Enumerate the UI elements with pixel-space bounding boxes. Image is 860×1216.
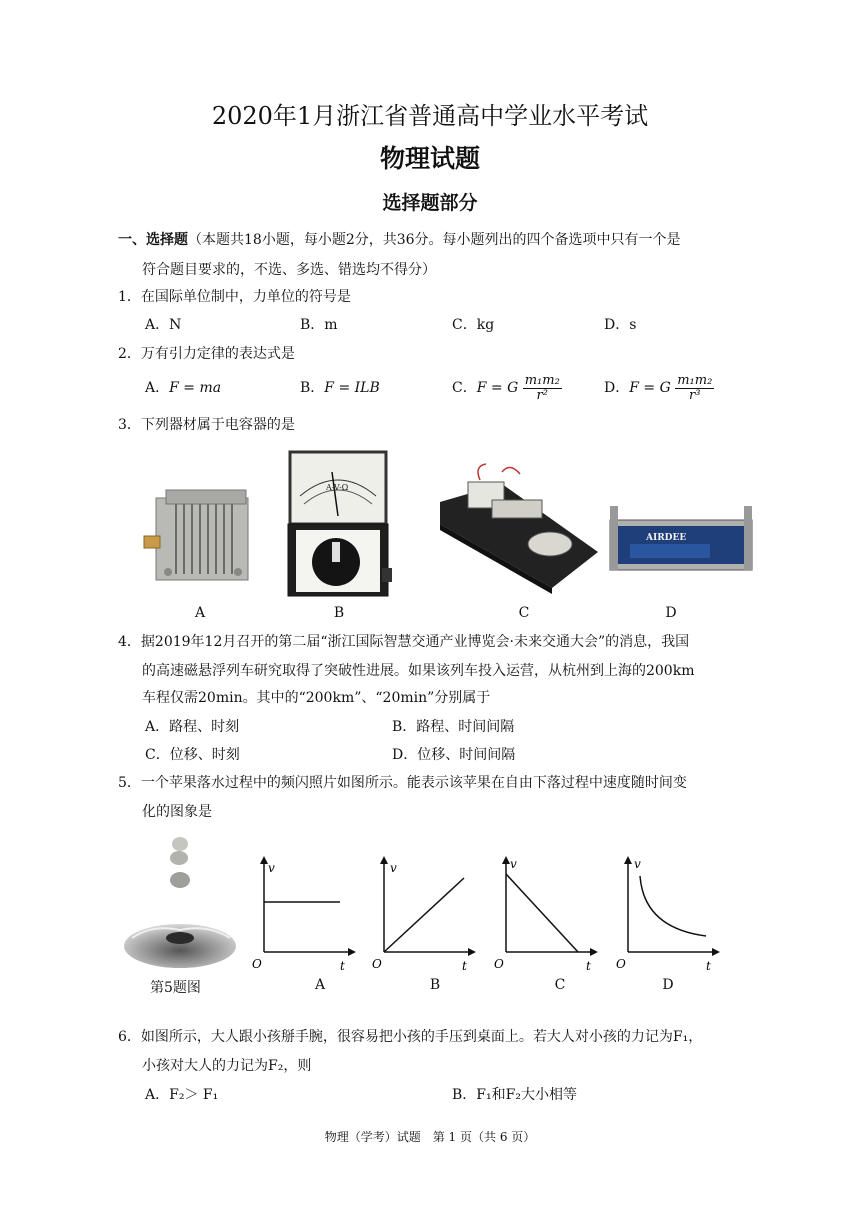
q6-line-2: 小孩对大人的力记为F₂，则: [142, 1058, 312, 1074]
q2-d-denominator: r³: [689, 387, 701, 403]
q5-label-d: D: [662, 977, 674, 993]
q3-label-b: B: [333, 605, 345, 621]
meter-label: A-V-Ω: [326, 483, 349, 492]
q4-option-d: D．位移、时间间隔: [392, 747, 516, 763]
q5-graph-a: [252, 852, 362, 976]
q3-label-a: A: [194, 605, 206, 621]
q5-c-curve: [506, 874, 578, 952]
q2-c-denominator: r²: [536, 387, 548, 403]
q2-option-a: [145, 378, 221, 398]
q3-label-c: C: [518, 605, 530, 621]
q5-line-2: 化的图象是: [142, 804, 212, 820]
q4-option-b: B．路程、时间间隔: [392, 719, 515, 735]
q4-option-a: A．路程、时刻: [145, 719, 240, 735]
q2-d-fraction: [675, 374, 714, 403]
q2-stem: 2．万有引力定律的表达式是: [118, 346, 295, 362]
q2-c-label: C．: [452, 380, 477, 396]
q2-a-expr: F = ma: [169, 380, 222, 396]
q5-d-axis-v: v: [634, 857, 641, 871]
battery-brand: AIRDEE: [646, 533, 687, 543]
q5-a-origin: O: [252, 957, 262, 971]
q2-b-expr: F = ILB: [324, 380, 380, 396]
q2-d-label: D．: [604, 380, 630, 396]
q1-option-a: A．N: [145, 317, 182, 333]
q4-line-2: 的高速磁悬浮列车研究取得了突破性进展。如果该列车投入运营，从杭州到上海的200km: [142, 663, 695, 679]
q2-c-numerator: m₁m₂: [524, 372, 560, 388]
q5-b-curve: [384, 878, 464, 952]
battery-holder-image: [606, 448, 756, 598]
q5-d-curve: [640, 876, 706, 936]
apple-flash-photo: [122, 834, 240, 974]
q4-line-1: 4．据2019年12月召开的第二届“浙江国际智慧交通产业博览会·未来交通大会”的消息，我国: [118, 634, 690, 650]
q5-label-a: A: [314, 977, 326, 993]
q5-line-1: 5．一个苹果落水过程中的频闪照片如图所示。能表示该苹果在自由下落过程中速度随时间变: [118, 775, 687, 791]
q2-a-label: A．: [145, 380, 170, 396]
q5-a-axis-t: t: [340, 959, 345, 973]
q5-b-origin: O: [372, 957, 382, 971]
q3-stem: 3．下列器材属于电容器的是: [118, 417, 295, 433]
q2-option-c: [452, 370, 562, 406]
q2-b-label: B．: [300, 380, 325, 396]
q1-stem: 1．在国际单位制中，力单位的符号是: [118, 289, 351, 305]
q2-c-lhs: F = G: [476, 380, 519, 396]
q6-line-1: 6．如图所示，大人跟小孩掰手腕，很容易把小孩的手压到桌面上。若大人对小孩的力记为F₁，: [118, 1029, 703, 1045]
q5-c-axis-v: v: [510, 857, 517, 871]
multimeter-image: [286, 450, 392, 600]
q2-c-fraction: [523, 374, 562, 403]
q1-option-d: D．s: [604, 317, 637, 333]
exam-title: 2020年1月浙江省普通高中学业水平考试: [211, 102, 649, 130]
section-desc-1: （本题共18小题，每小题2分，共36分。每小题列出的四个备选项中只有一个是: [188, 232, 681, 248]
q5-label-b: B: [429, 977, 441, 993]
q6-option-a: A．F₂＞ F₁: [145, 1087, 219, 1103]
q4-option-c: C．位移、时刻: [145, 747, 240, 763]
q6-option-b: B．F₁和F₂大小相等: [452, 1087, 577, 1103]
variable-capacitor-image: [138, 478, 258, 590]
section-intro: [118, 230, 681, 250]
subject-title: 物理试题: [379, 144, 480, 173]
section-label: 一、选择题: [118, 232, 188, 248]
q5-graph-b: [372, 852, 482, 976]
q5-label-c: C: [554, 977, 566, 993]
q5-d-origin: O: [616, 957, 626, 971]
q4-line-3: 车程仅需20min。其中的“200km”、“20min”分别属于: [142, 690, 491, 706]
q5-d-axis-t: t: [706, 959, 711, 973]
q5-a-axis-v: v: [268, 861, 275, 875]
q5-c-origin: O: [494, 957, 504, 971]
q5-graph-c: [494, 852, 604, 976]
q5-photo-caption: 第5题图: [150, 980, 201, 996]
part-title: 选择题部分: [382, 192, 478, 214]
page-footer: 物理（学考）试题 第 1 页（共 6 页）: [324, 1130, 536, 1144]
q2-d-lhs: F = G: [629, 380, 671, 396]
telegraph-key-image: [432, 462, 602, 594]
q5-b-axis-t: t: [462, 959, 467, 973]
q5-graph-d: [616, 852, 726, 976]
q5-c-axis-t: t: [586, 959, 591, 973]
q2-option-b: [300, 378, 380, 398]
q2-option-d: [604, 370, 714, 406]
q2-d-numerator: m₁m₂: [677, 372, 713, 388]
q5-b-axis-v: v: [390, 861, 397, 875]
q1-option-b: B．m: [300, 317, 338, 333]
q1-option-c: C．kg: [452, 317, 495, 333]
section-desc-2: 符合题目要求的，不选、多选、错选均不得分）: [142, 262, 436, 278]
q3-label-d: D: [665, 605, 677, 621]
